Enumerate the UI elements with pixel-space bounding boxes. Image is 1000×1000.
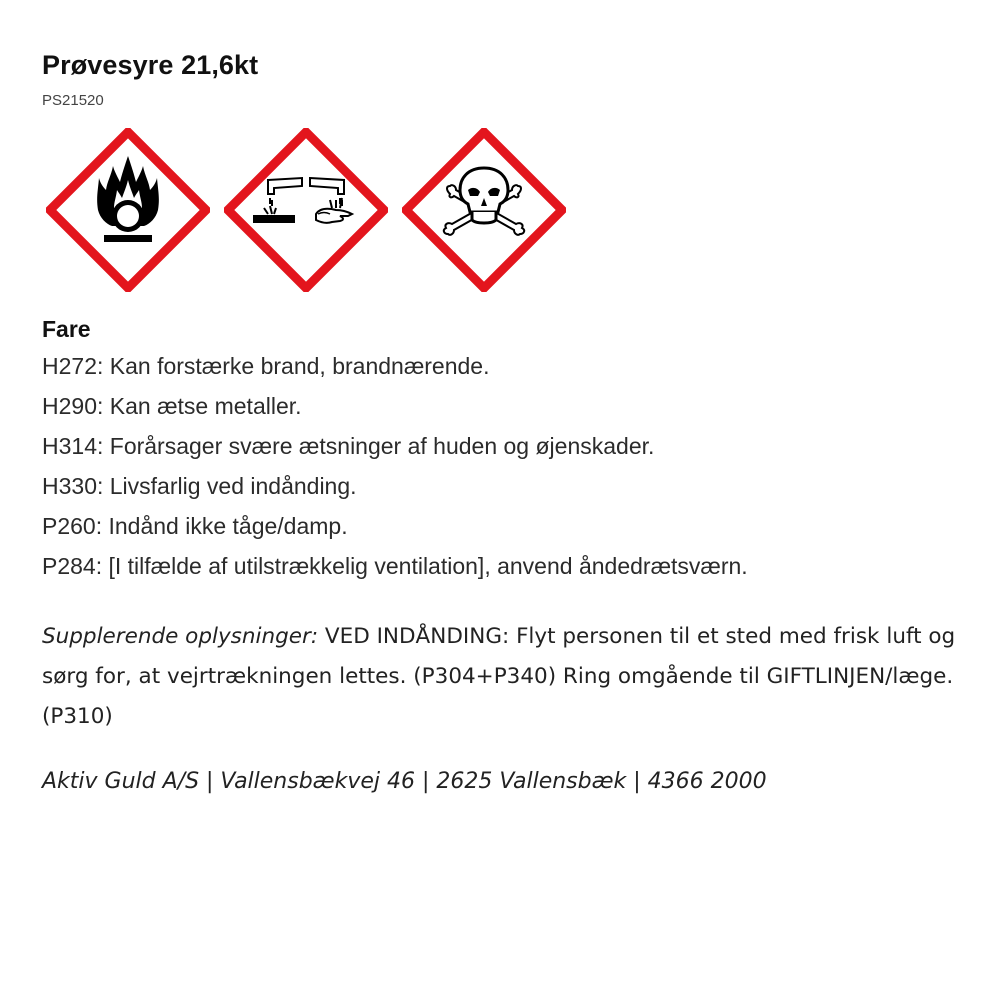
corrosive-icon (224, 128, 388, 292)
hazard-statement-h314: H314: Forårsager svære ætsninger af huden og øjenskader. (42, 433, 655, 459)
product-sku: PS21520 (42, 92, 104, 109)
supplementary-information (42, 617, 972, 737)
skull-crossbones-icon (402, 128, 566, 292)
supplementary-lead: Supplerende oplysninger: (42, 624, 319, 649)
product-title: Prøvesyre 21,6kt (42, 50, 259, 80)
supplementary-text: VED INDÅNDING: Flyt personen til et sted med frisk luft og sørg for, at vejrtrækningen lettes. (P304+P340) Ring omgående til GIFTLINJEN/læge. (P310) (42, 624, 956, 729)
hazard-section (42, 312, 748, 586)
hazard-statement-h330: H330: Livsfarlig ved indånding. (42, 473, 357, 499)
signal-word: Fare (42, 316, 91, 342)
product-header (42, 48, 972, 110)
precaution-statement-p284: P284: [I tilfælde af utilstrækkelig ventilation], anvend åndedrætsværn. (42, 553, 748, 579)
hazard-statement-h272: H272: Kan forstærke brand, brandnærende. (42, 353, 490, 379)
hazard-statement-h290: H290: Kan ætse metaller. (42, 393, 302, 419)
company-info: Aktiv Guld A/S | Vallensbækvej 46 | 2625 Vallensbæk | 4366 2000 (42, 769, 767, 794)
precaution-statement-p260: P260: Indånd ikke tåge/damp. (42, 513, 348, 539)
ghs-pictograms (46, 128, 566, 292)
oxidizing-flame-over-circle-icon (46, 128, 210, 292)
